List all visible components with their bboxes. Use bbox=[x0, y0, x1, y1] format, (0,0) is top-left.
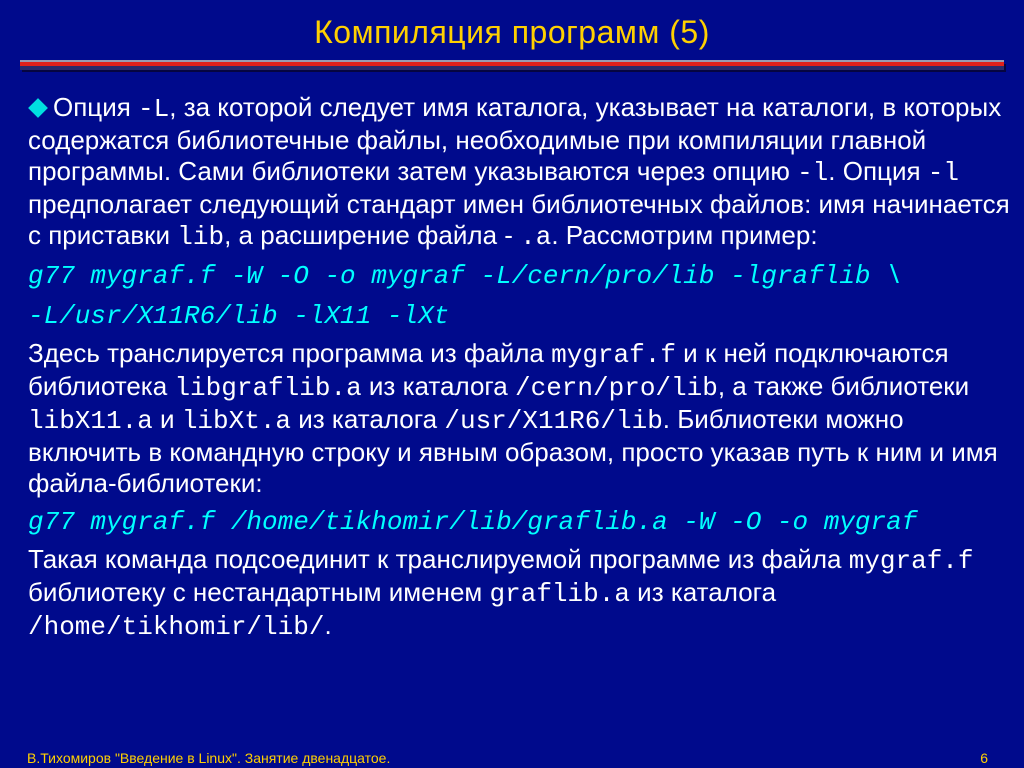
code-span: mygraf.f bbox=[848, 546, 974, 576]
title-divider bbox=[20, 62, 1004, 70]
text-span: , а также библиотеки bbox=[717, 371, 970, 401]
paragraph-intro bbox=[28, 92, 1013, 253]
slide-title: Компиляция программ (5) bbox=[314, 14, 710, 50]
text-span: . Библиотеки можно включить в командную строку и явным образом, просто указав путь к ним и имя файла-библиотеки: bbox=[28, 404, 998, 498]
text-span: . Рассмотрим пример: bbox=[551, 220, 818, 250]
code-span: /home/tikhomir/lib/ bbox=[28, 612, 325, 642]
diamond-bullet-icon bbox=[28, 98, 48, 118]
text-span: . bbox=[324, 610, 332, 640]
code-span: /cern/pro/lib bbox=[515, 373, 718, 403]
text-span: из каталога bbox=[629, 577, 777, 607]
text-span: Здесь транслируется программа из файла bbox=[28, 338, 552, 368]
footer-credits: В.Тихомиров "Введение в Linux". Занятие двенадцатое. bbox=[27, 750, 391, 766]
code-span: .a bbox=[520, 222, 552, 252]
command-example-explicit: g77 mygraf.f /home/tikhomir/lib/graflib.a -W -O -o mygraf bbox=[28, 507, 918, 537]
code-span: -l bbox=[927, 158, 959, 188]
paragraph-conclusion bbox=[28, 544, 1013, 643]
code-span: libgraflib.a bbox=[174, 373, 362, 403]
slide-content bbox=[28, 92, 1013, 643]
code-span: libXt.a bbox=[181, 406, 292, 436]
text-span: , за которой следует имя каталога, указывает на каталоги, в которых содержатся библиотечные файлы, необходимые при компиляции главной программы. Сами библиотеки затем указываются через опцию bbox=[28, 92, 1002, 186]
text-span: Такая команда подсоединит к транслируемой программе из файла bbox=[28, 544, 849, 574]
text-span: , а расширение файла - bbox=[224, 220, 521, 250]
code-span: libX11.a bbox=[28, 406, 153, 436]
command-example-line-2: -L/usr/X11R6/lib -lX11 -lXt bbox=[28, 301, 450, 331]
text-span: и к ней подключаются библиотека bbox=[28, 338, 949, 401]
text-span: из каталога bbox=[361, 371, 515, 401]
page-number: 6 bbox=[980, 750, 988, 766]
text-span: . Опция bbox=[828, 156, 928, 186]
text-span: и bbox=[152, 404, 182, 434]
text-span: Опция bbox=[53, 92, 139, 122]
code-span: lib bbox=[177, 222, 225, 252]
text-span: библиотеку с нестандартным именем bbox=[28, 577, 490, 607]
text-span: из каталога bbox=[291, 404, 445, 434]
code-span: /usr/X11R6/lib bbox=[444, 406, 663, 436]
paragraph-explanation bbox=[28, 338, 1013, 499]
code-span: -l bbox=[797, 158, 829, 188]
code-span: mygraf.f bbox=[551, 340, 676, 370]
code-span: graflib.a bbox=[489, 579, 630, 609]
code-span: -L bbox=[138, 94, 170, 124]
command-example-line-1: g77 mygraf.f -W -O -o mygraf -L/cern/pro/lib -lgraflib \ bbox=[28, 261, 902, 291]
text-span: предполагает следующий стандарт имен библиотечных файлов: имя начинается с приставки bbox=[28, 189, 1010, 250]
